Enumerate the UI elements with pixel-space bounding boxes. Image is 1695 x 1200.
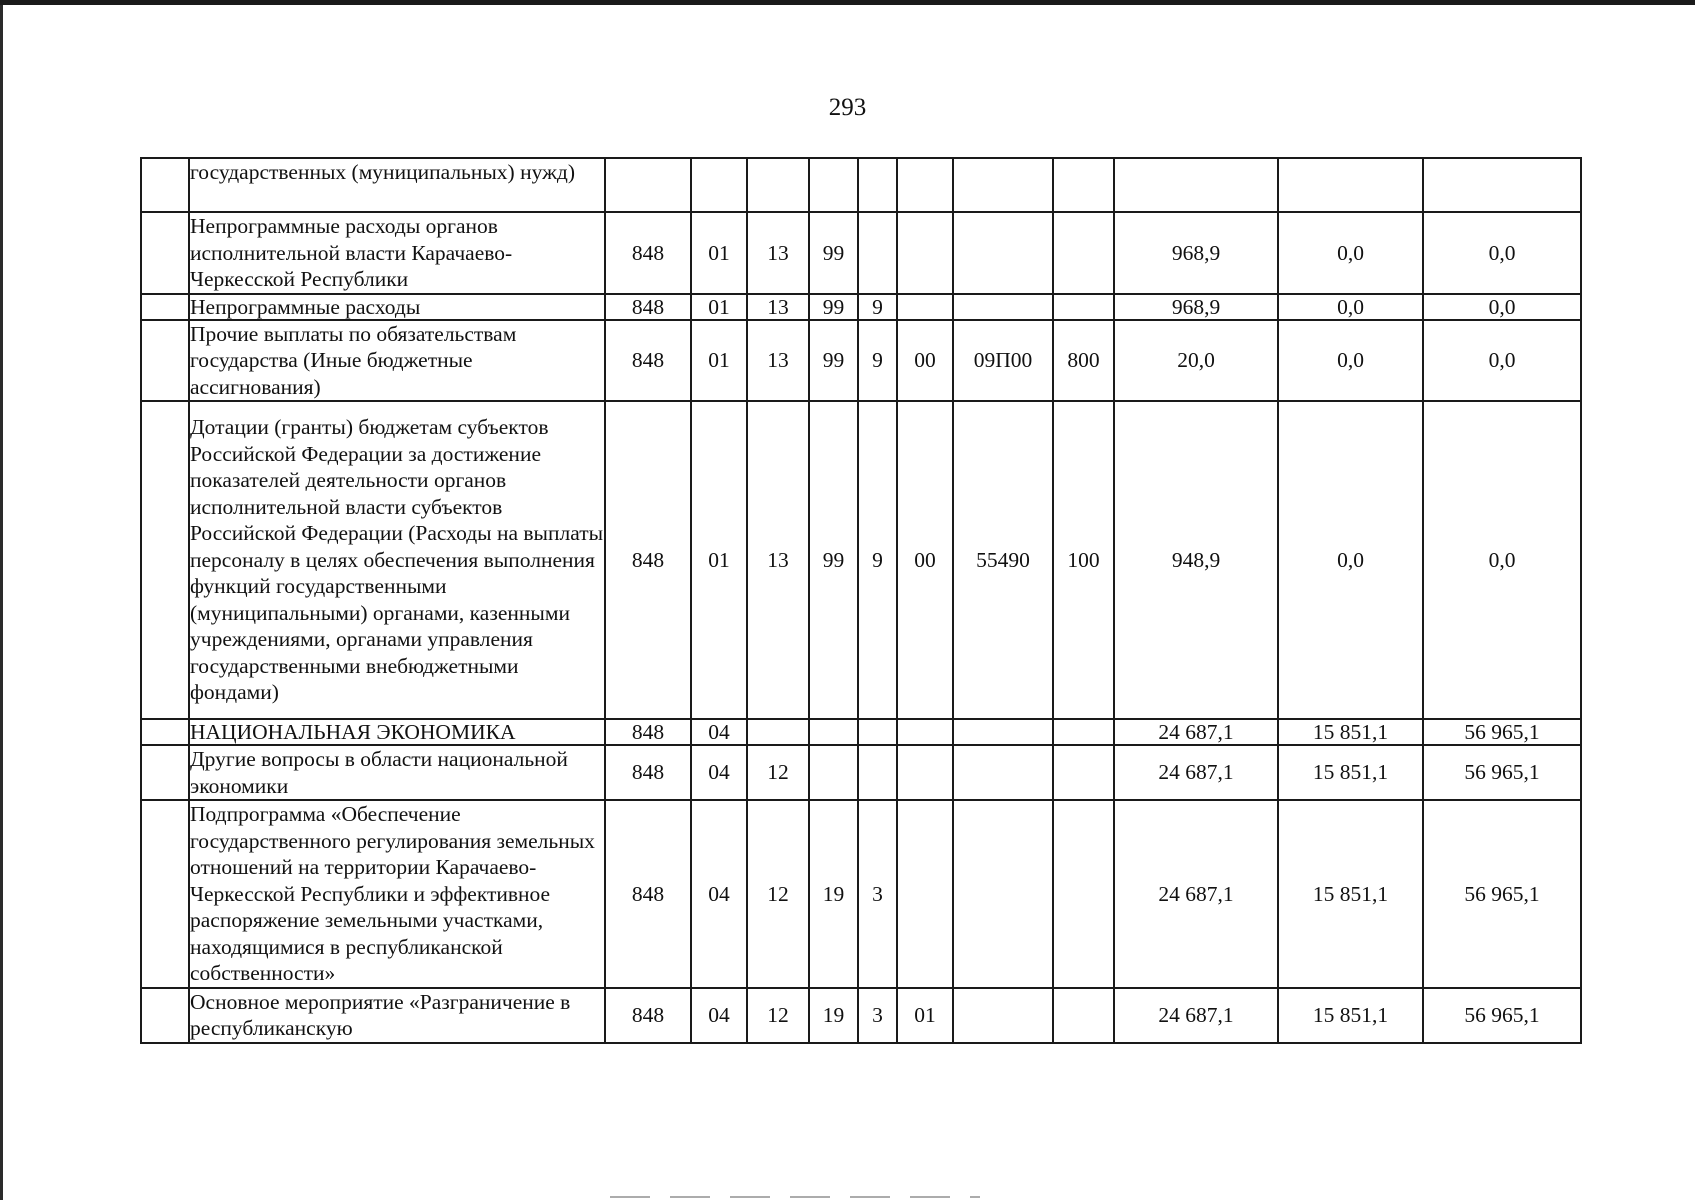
code-cell xyxy=(809,158,858,212)
code-cell: 13 xyxy=(747,294,809,320)
amount-cell xyxy=(1114,158,1278,212)
table-row xyxy=(141,745,1581,800)
amount-cell xyxy=(1423,158,1581,212)
code-cell xyxy=(897,294,953,320)
amount-cell: 968,9 xyxy=(1114,212,1278,294)
amount-cell: 24 687,1 xyxy=(1114,988,1278,1043)
code-cell: 13 xyxy=(747,401,809,719)
code-cell: 01 xyxy=(691,212,747,294)
amount-cell: 0,0 xyxy=(1423,294,1581,320)
code-cell: 19 xyxy=(809,988,858,1043)
code-cell xyxy=(747,719,809,745)
code-cell: 9 xyxy=(858,294,897,320)
code-cell: 3 xyxy=(858,988,897,1043)
code-cell: 13 xyxy=(747,212,809,294)
amount-cell: 24 687,1 xyxy=(1114,719,1278,745)
table-row xyxy=(141,158,1581,212)
code-cell xyxy=(897,719,953,745)
code-cell: 848 xyxy=(605,988,691,1043)
amount-cell: 15 851,1 xyxy=(1278,800,1423,988)
row-index-cell xyxy=(141,158,189,212)
amount-cell: 24 687,1 xyxy=(1114,800,1278,988)
code-cell: 04 xyxy=(691,745,747,800)
row-name: государственных (муниципальных) нужд) xyxy=(189,158,605,212)
code-cell: 99 xyxy=(809,320,858,402)
amount-cell: 0,0 xyxy=(1423,320,1581,402)
code-cell xyxy=(691,158,747,212)
code-cell: 13 xyxy=(747,320,809,402)
page-number: 293 xyxy=(828,94,867,121)
code-cell: 800 xyxy=(1053,320,1114,402)
code-cell: 00 xyxy=(897,401,953,719)
code-cell: 01 xyxy=(691,320,747,402)
table-row xyxy=(141,401,1581,719)
amount-cell: 0,0 xyxy=(1423,401,1581,719)
row-index-cell xyxy=(141,294,189,320)
row-name: Другие вопросы в области национальной экономики xyxy=(189,745,605,800)
code-cell: 848 xyxy=(605,212,691,294)
code-cell: 12 xyxy=(747,988,809,1043)
code-cell xyxy=(809,745,858,800)
code-cell: 100 xyxy=(1053,401,1114,719)
code-cell xyxy=(953,988,1053,1043)
code-cell xyxy=(1053,294,1114,320)
row-index-cell xyxy=(141,320,189,402)
code-cell xyxy=(1053,745,1114,800)
code-cell: 04 xyxy=(691,800,747,988)
amount-cell: 56 965,1 xyxy=(1423,719,1581,745)
table-row xyxy=(141,212,1581,294)
table-row xyxy=(141,719,1581,745)
scan-bottom-artifact xyxy=(610,1196,980,1198)
amount-cell: 56 965,1 xyxy=(1423,800,1581,988)
row-name: Непрограммные расходы xyxy=(189,294,605,320)
budget-table xyxy=(140,157,1582,1044)
code-cell: 99 xyxy=(809,401,858,719)
amount-cell: 15 851,1 xyxy=(1278,745,1423,800)
scan-top-edge xyxy=(0,0,1695,5)
row-index-cell xyxy=(141,988,189,1043)
row-index-cell xyxy=(141,800,189,988)
code-cell: 04 xyxy=(691,719,747,745)
code-cell xyxy=(858,719,897,745)
code-cell xyxy=(897,745,953,800)
code-cell xyxy=(953,800,1053,988)
code-cell xyxy=(953,719,1053,745)
code-cell: 01 xyxy=(691,294,747,320)
amount-cell xyxy=(1278,158,1423,212)
amount-cell: 0,0 xyxy=(1423,212,1581,294)
amount-cell: 0,0 xyxy=(1278,294,1423,320)
amount-cell: 0,0 xyxy=(1278,401,1423,719)
code-cell xyxy=(953,158,1053,212)
amount-cell: 15 851,1 xyxy=(1278,988,1423,1043)
code-cell xyxy=(897,800,953,988)
code-cell: 848 xyxy=(605,719,691,745)
code-cell: 12 xyxy=(747,800,809,988)
code-cell: 12 xyxy=(747,745,809,800)
amount-cell: 24 687,1 xyxy=(1114,745,1278,800)
code-cell: 99 xyxy=(809,212,858,294)
amount-cell: 56 965,1 xyxy=(1423,988,1581,1043)
code-cell xyxy=(858,212,897,294)
row-index-cell xyxy=(141,745,189,800)
code-cell: 848 xyxy=(605,320,691,402)
code-cell xyxy=(809,719,858,745)
row-name: Основное мероприятие «Разграничение в республиканскую xyxy=(189,988,605,1043)
row-name: Дотации (гранты) бюджетам субъектов Российской Федерации за достижение показателей деятельности органов исполнительной власти субъектов Российской Федерации (Расходы на выплаты персоналу в целях обеспечения выполнения функций государственными (муниципальными) органами, казенными учреждениями, органами управления государственными внебюджетными фондами) xyxy=(189,401,605,719)
code-cell xyxy=(1053,988,1114,1043)
code-cell: 9 xyxy=(858,401,897,719)
code-cell: 99 xyxy=(809,294,858,320)
code-cell: 9 xyxy=(858,320,897,402)
code-cell xyxy=(897,158,953,212)
code-cell: 01 xyxy=(897,988,953,1043)
row-index-cell xyxy=(141,401,189,719)
code-cell: 19 xyxy=(809,800,858,988)
code-cell xyxy=(747,158,809,212)
code-cell: 55490 xyxy=(953,401,1053,719)
amount-cell: 968,9 xyxy=(1114,294,1278,320)
amount-cell: 0,0 xyxy=(1278,212,1423,294)
code-cell: 00 xyxy=(897,320,953,402)
row-index-cell xyxy=(141,212,189,294)
code-cell: 3 xyxy=(858,800,897,988)
table-row xyxy=(141,294,1581,320)
code-cell xyxy=(1053,800,1114,988)
row-name: НАЦИОНАЛЬНАЯ ЭКОНОМИКА xyxy=(189,719,605,745)
row-index-cell xyxy=(141,719,189,745)
amount-cell: 948,9 xyxy=(1114,401,1278,719)
code-cell: 01 xyxy=(691,401,747,719)
code-cell: 848 xyxy=(605,294,691,320)
amount-cell: 56 965,1 xyxy=(1423,745,1581,800)
code-cell xyxy=(1053,719,1114,745)
code-cell: 04 xyxy=(691,988,747,1043)
code-cell: 848 xyxy=(605,401,691,719)
scan-left-edge xyxy=(0,5,3,1200)
code-cell xyxy=(1053,212,1114,294)
code-cell xyxy=(953,745,1053,800)
row-name: Подпрограмма «Обеспечение государственного регулирования земельных отношений на территории Карачаево-Черкесской Республики и эффективное распоряжение земельными участками, находящимися в республиканской собственности» xyxy=(189,800,605,988)
code-cell: 09П00 xyxy=(953,320,1053,402)
row-name: Непрограммные расходы органов исполнительной власти Карачаево-Черкесской Республики xyxy=(189,212,605,294)
code-cell xyxy=(858,158,897,212)
table-row xyxy=(141,988,1581,1043)
code-cell xyxy=(1053,158,1114,212)
table-row xyxy=(141,800,1581,988)
amount-cell: 0,0 xyxy=(1278,320,1423,402)
table-row xyxy=(141,320,1581,402)
code-cell: 848 xyxy=(605,800,691,988)
amount-cell: 20,0 xyxy=(1114,320,1278,402)
code-cell xyxy=(605,158,691,212)
code-cell: 848 xyxy=(605,745,691,800)
code-cell xyxy=(953,212,1053,294)
code-cell xyxy=(858,745,897,800)
code-cell xyxy=(897,212,953,294)
amount-cell: 15 851,1 xyxy=(1278,719,1423,745)
code-cell xyxy=(953,294,1053,320)
row-name: Прочие выплаты по обязательствам государства (Иные бюджетные ассигнования) xyxy=(189,320,605,402)
